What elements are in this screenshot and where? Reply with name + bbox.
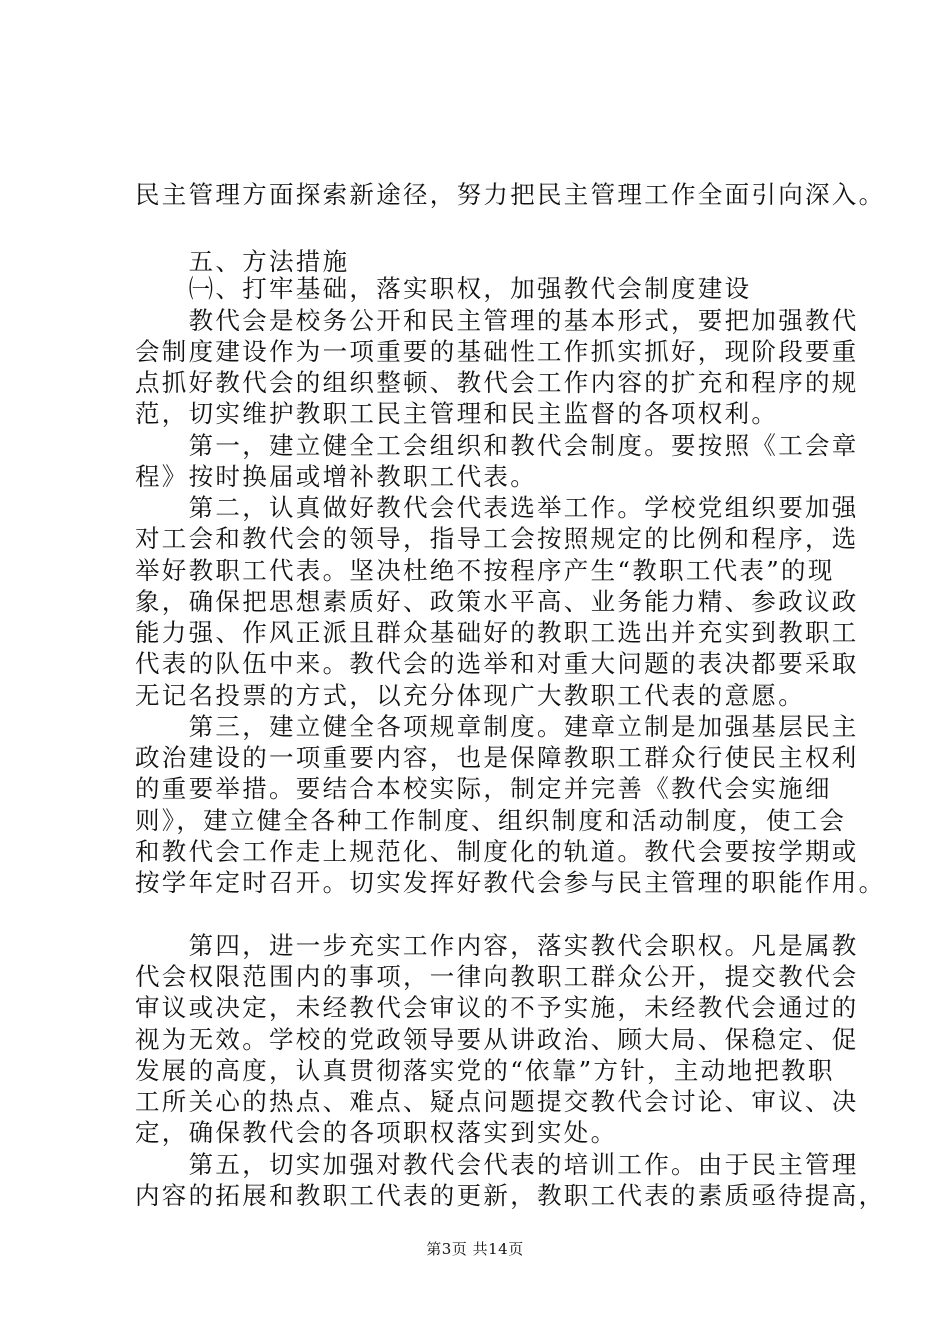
text-line: 程》按时换届或增补教职工代表。: [135, 462, 537, 491]
page-number: 第3页 共14页: [426, 1240, 524, 1258]
text-line: 视为无效。学校的党政领导要从讲政治、顾大局、保稳定、促: [135, 1025, 859, 1054]
text-line: 内容的拓展和教职工代表的更新，教职工代表的素质亟待提高，: [135, 1181, 886, 1210]
text-line: 点抓好教代会的组织整顿、教代会工作内容的扩充和程序的规: [135, 368, 859, 397]
text-line: 民主管理方面探索新途径，努力把民主管理工作全面引向深入。: [135, 180, 886, 209]
text-line: 工所关心的热点、难点、疑点问题提交教代会讨论、审议、决: [135, 1087, 859, 1116]
text-line: 的重要举措。要结合本校实际，制定并完善《教代会实施细: [135, 774, 832, 803]
text-line: 按学年定时召开。切实发挥好教代会参与民主管理的职能作用。: [135, 868, 886, 897]
text-line: 和教代会工作走上规范化、制度化的轨道。教代会要按学期或: [135, 837, 859, 866]
text-line: 无记名投票的方式，以充分体现广大教职工代表的意愿。: [135, 681, 805, 710]
text-line: 象，确保把思想素质好、政策水平高、业务能力精、参政议政: [135, 587, 859, 616]
text-line: 发展的高度，认真贯彻落实党的“依靠”方针，主动地把教职: [135, 1056, 835, 1085]
text-line: 代会权限范围内的事项，一律向教职工群众公开，提交教代会: [135, 962, 859, 991]
section-heading: 五、方法措施: [135, 247, 350, 276]
subsection-heading: ㈠、打牢基础，落实职权，加强教代会制度建设: [135, 274, 752, 303]
text-line: 第四，进一步充实工作内容，落实教代会职权。凡是属教: [135, 931, 859, 960]
text-line: 政治建设的一项重要内容，也是保障教职工群众行使民主权利: [135, 743, 859, 772]
text-line: 代表的队伍中来。教代会的选举和对重大问题的表决都要采取: [135, 649, 859, 678]
text-line: 第二，认真做好教代会代表选举工作。学校党组织要加强: [135, 493, 859, 522]
text-line: 对工会和教代会的领导，指导工会按照规定的比例和程序，选: [135, 524, 859, 553]
text-line: 审议或决定，未经教代会审议的不予实施，未经教代会通过的: [135, 993, 859, 1022]
text-line: 能力强、作风正派且群众基础好的教职工选出并充实到教职工: [135, 618, 859, 647]
text-line: 举好教职工代表。坚决杜绝不按程序产生“教职工代表”的现: [135, 556, 835, 585]
text-line: 定，确保教代会的各项职权落实到实处。: [135, 1118, 618, 1147]
text-line: 第三，建立健全各项规章制度。建章立制是加强基层民主: [135, 712, 859, 741]
text-line: 第一，建立健全工会组织和教代会制度。要按照《工会章: [135, 431, 859, 460]
text-line: 会制度建设作为一项重要的基础性工作抓实抓好，现阶段要重: [135, 337, 859, 366]
text-line: 则》，建立健全各种工作制度、组织制度和活动制度，使工会: [135, 806, 847, 835]
text-line: 第五，切实加强对教代会代表的培训工作。由于民主管理: [135, 1150, 859, 1179]
text-line: 教代会是校务公开和民主管理的基本形式，要把加强教代: [135, 306, 859, 335]
text-line: 范，切实维护教职工民主管理和民主监督的各项权利。: [135, 399, 779, 428]
